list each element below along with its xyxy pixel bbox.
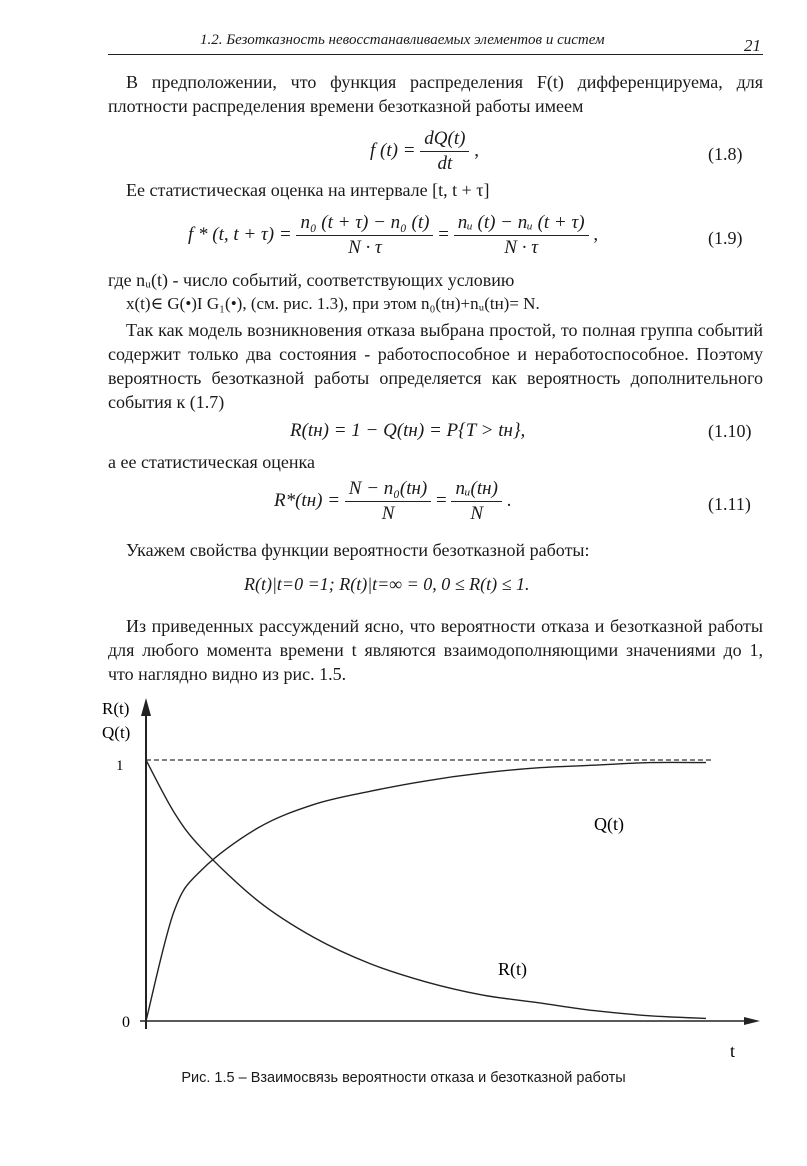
eq19-lhs: f * (t, t + τ) = <box>188 223 292 245</box>
eq111-tail: . <box>506 489 512 511</box>
eq111-fraction-1 <box>345 478 431 525</box>
eq19-equals: = <box>438 223 449 245</box>
paragraph-model: Так как модель возникновения отказа выбрана простой, то полная группа событий содержит только два состояния - работоспособное и неработоспособное. Поэтому вероятность безотказной работы определяется как вероятность дополнительного события к (1.7) <box>108 320 763 412</box>
figure-caption: Рис. 1.5 – Взаимосвязь вероятности отказа и безотказной работы <box>181 1070 626 1086</box>
eq19-denominator-2: N · τ <box>504 237 539 258</box>
series-label-r: R(t) <box>498 959 527 979</box>
equation-1-9 <box>188 212 598 259</box>
paragraph-intro: В предположении, что функция распределения F(t) дифференцируема, для плотности распределения времени безотказной работы имеем <box>108 72 763 116</box>
eq18-fraction <box>420 128 469 175</box>
series-label-q: Q(t) <box>594 814 624 834</box>
eq111-fraction-2 <box>451 478 501 525</box>
eq19-fraction-1 <box>296 212 433 259</box>
paragraph-properties: Укажем свойства функции вероятности безотказной работы: <box>126 540 590 560</box>
x-label: t <box>730 1041 736 1061</box>
page-number: 21 <box>744 36 761 55</box>
eq-number-1-9: (1.9) <box>708 228 743 248</box>
y-tick-zero: 0 <box>122 1014 130 1031</box>
where-line-2: x(t)∈ G(•)I G₁(•), (см. рис. 1.3), при этом n₀(tн)+nᵤ(tн)= N. <box>126 294 540 313</box>
y-label-q: Q(t) <box>102 723 131 742</box>
paragraph-stat-estimate: а ее статистическая оценка <box>108 452 315 472</box>
x-axis-arrow <box>744 1017 760 1025</box>
y-label-r: R(t) <box>102 699 130 718</box>
where-line-1: где nᵤ(t) - число событий, соответствующих условию <box>108 270 515 290</box>
eq111-equals: = <box>436 489 447 511</box>
eq19-numerator-2: nᵤ (t) − nᵤ (t + τ) <box>454 212 589 236</box>
eq18-numerator: dQ(t) <box>420 128 469 152</box>
eq19-tail: , <box>593 223 599 245</box>
eq18-lhs: f (t) = <box>370 139 416 161</box>
paragraph-estimate: Ее статистическая оценка на интервале [t, t + τ] <box>126 180 490 200</box>
header-title: 1.2. Безотказность невосстанавливаемых элементов и систем <box>200 32 605 48</box>
paragraph-conclusion: Из приведенных рассуждений ясно, что вероятности отказа и безотказной работы для любого момента времени t являются взаимодополняющими значениями до 1, что наглядно видно из рис. 1.5. <box>108 616 763 684</box>
chart-marks <box>146 760 706 1021</box>
eq-number-1-8: (1.8) <box>708 144 743 164</box>
figure-1-5 <box>100 690 780 1070</box>
eq19-fraction-2 <box>454 212 589 259</box>
chart-axes <box>140 698 760 1029</box>
equation-1-10: R(tн) = 1 − Q(tн) = P{T > tн}, <box>290 420 526 441</box>
eq19-numerator-1: n₀ (t + τ) − n₀ (t) <box>296 212 433 236</box>
eq111-numerator-1: N − n₀(tн) <box>345 478 431 502</box>
y-tick-one: 1 <box>116 758 124 774</box>
chart-labels <box>102 699 735 1061</box>
eq111-lhs: R*(tн) = <box>274 489 341 511</box>
eq18-denominator: dt <box>437 153 453 174</box>
eq19-denominator-1: N · τ <box>348 237 382 258</box>
eq111-numerator-2: nᵤ(tн) <box>451 478 501 502</box>
eq18-tail: , <box>474 139 479 161</box>
y-axis-arrow <box>141 698 151 716</box>
eq-number-1-10: (1.10) <box>708 421 752 441</box>
eq111-denominator-2: N <box>470 503 484 524</box>
eq111-denominator-1: N <box>381 503 395 524</box>
properties-line: R(t)|t=0 =1; R(t)|t=∞ = 0, 0 ≤ R(t) ≤ 1. <box>244 574 530 594</box>
eq-number-1-11: (1.11) <box>708 494 751 514</box>
running-header <box>108 28 763 55</box>
equation-1-11 <box>274 478 511 525</box>
series-line-rt <box>146 760 706 1018</box>
equation-1-8 <box>370 128 479 175</box>
